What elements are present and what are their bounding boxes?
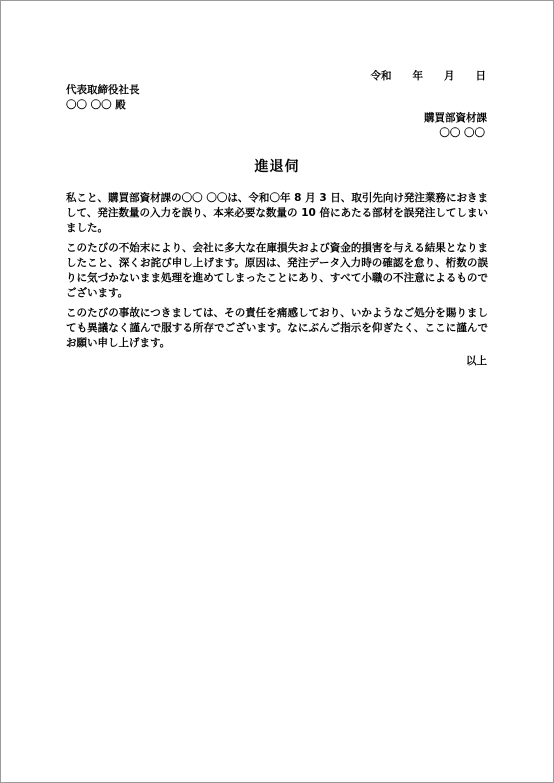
body-paragraph-3: このたびの事故につきましては、その責任を痛感しており、いかようなご処分を賜りましても異議なく謹んで服する所存でございます。なにぶんご指示を仰ぎたく、ここに謹んでお願い申し上げます。: [66, 307, 488, 349]
closing-word: 以上: [466, 355, 487, 367]
body-paragraph-2: このたびの不始末により、会社に多大な在庫損失および資金的損害を与える結果となりましたこと、深くお詫び申し上げます。原因は、発注データ入力時の確認を怠り、桁数の誤りに気づかないまま処理を進めてしまったことにあり、すべて小職の不注意によるものでございます。: [66, 242, 488, 299]
addressee-block: [66, 83, 140, 113]
date-line: 令和 年 月 日: [370, 70, 486, 82]
sender-block: [424, 111, 487, 141]
sender-department: 購買部資材課: [424, 112, 487, 124]
document-title: 進退伺: [254, 159, 300, 175]
addressee-title: 代表取締役社長: [66, 84, 140, 96]
sender-name: 〇〇 〇〇: [439, 127, 485, 139]
body-paragraph-1: 私こと、購買部資材課の〇〇 〇〇は、令和〇年 8 月 3 日、取引先向け発注業務におきまして、発注数量の入力を誤り、本来必要な数量の 10 倍にあたる部材を誤発注してしまいました。: [66, 192, 488, 234]
addressee-name: 〇〇 〇〇 殿: [66, 99, 126, 111]
document-body: [66, 191, 488, 356]
